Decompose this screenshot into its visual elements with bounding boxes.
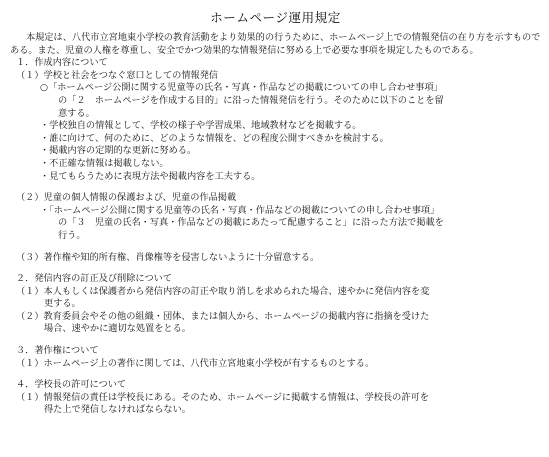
list-item: ・誰に向けて、何のために、どのような情報を、どの程度公開すべきかを検討する。 [40, 132, 389, 144]
list-item: （１）本人もしくは保護者から発信内容の訂正や取り消しを求められた場合、速やかに発信内容を変 [16, 285, 430, 297]
section-principal-approval [10, 379, 541, 417]
list-item: （２）教育委員会やその他の組織・団体、または個人から、ホームページの掲載内容に指摘を受けた [16, 310, 430, 322]
intro-paragraph: 本規定は、八代市立宮地東小学校の教育活動をより効果的の行うために、ホームページ上での情報発信の在り方を示すものである。また、児童の人権を尊重し、安全でかつ効果的な情報発信に努める上で必要な事項を規定したものである。 [10, 32, 541, 56]
list-item: （１）ホームページ上の著作に関しては、八代市立宮地東小学校が有するものとする。 [16, 357, 375, 369]
subsection-heading: （１）学校と社会をつなぐ窓口としての情報発信 [16, 69, 219, 81]
list-item: 更する。 [44, 298, 81, 310]
section-copyright [10, 345, 541, 370]
list-item: ・掲載内容の定期的な更新に努める。 [40, 145, 197, 157]
subsection-heading: （３）著作権や知的所有権、肖像権等を侵害しないように十分留意する。 [16, 251, 320, 263]
subsection-heading: （２）児童の個人情報の保護および、児童の作品掲載 [16, 192, 237, 204]
list-item: ・学校独自の情報として、学校の様子や学習成果、地域教材などを掲載する。 [40, 120, 362, 132]
reference-line: の「２ ホームページを作成する目的」に沿った情報発信を行う。そのために以下のことを留 [58, 94, 444, 106]
reference-line: ○「ホームページ公開に関する児童等の氏名・写真・作品などの掲載についての申し合わせ事項」 [40, 82, 443, 94]
section-corrections [10, 273, 541, 336]
list-item: 場合、速やかに適切な処置をとる。 [44, 323, 191, 335]
section-heading: ２．発信内容の訂正及び削除について [16, 273, 173, 285]
reference-line: 意する。 [58, 107, 95, 119]
section-content [10, 57, 541, 264]
list-item: （１）情報発信の責任は学校長にある。そのため、ホームページに掲載する情報は、学校長の許可を [16, 391, 429, 403]
list-item: 行う。 [58, 229, 86, 241]
list-item: ・不正確な情報は掲載しない。 [40, 157, 169, 169]
list-item: ・「ホームページ公開に関する児童等の氏名・写真・作品などの掲載についての申し合わせ事項」 [40, 204, 440, 216]
list-item: の「３ 児童の氏名・写真・作品などの掲載にあたって配慮すること」に沿った方法で掲載を [58, 217, 444, 229]
page-title: ホームページ運用規定 [210, 10, 341, 25]
section-heading: ４．学校長の許可について [16, 379, 127, 391]
section-heading: １．作成内容について [16, 57, 108, 69]
section-heading: ３．著作権について [16, 345, 99, 357]
list-item: 得た上で発信しなければならない。 [44, 404, 191, 416]
list-item: ・見てもらうために表現方法や掲載内容を工夫する。 [40, 170, 261, 182]
